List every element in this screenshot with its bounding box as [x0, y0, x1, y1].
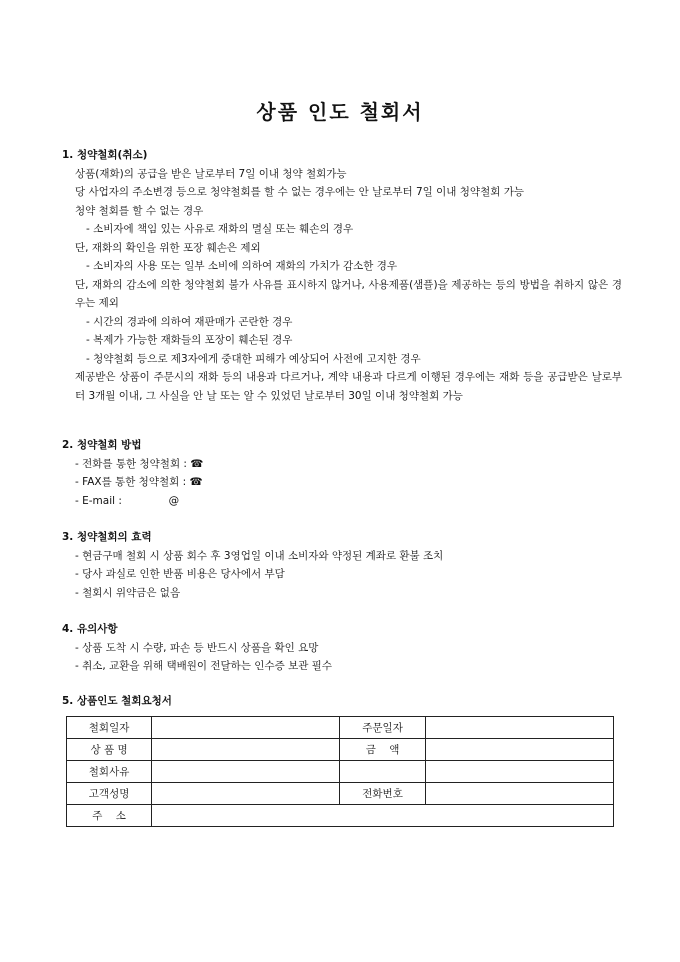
email-at: @: [168, 494, 180, 507]
text-line: - 상품 도착 시 수량, 파손 등 반드시 상품을 확인 요망: [75, 641, 319, 654]
table-row: [67, 761, 614, 783]
address-field[interactable]: [152, 805, 614, 827]
section-withdrawal: [62, 146, 622, 405]
text-line: 당 사업자의 주소변경 등으로 청약철회를 할 수 없는 경우에는 안 날로부터 7일 이내 청약철회 가능: [75, 186, 524, 198]
request-form-table: [66, 716, 614, 827]
text-line: - 소비자의 사용 또는 일부 소비에 의하여 재화의 가치가 감소한 경우: [86, 260, 398, 272]
text-line: - 복제가 가능한 재화들의 포장이 훼손된 경우: [86, 334, 293, 346]
cancel-date-field[interactable]: [152, 717, 340, 739]
cancel-date-label: 철회일자: [67, 717, 152, 739]
section-effect: [62, 528, 622, 602]
text-line: - 당사 과실로 인한 반품 비용은 당사에서 부담: [75, 568, 285, 580]
section-notes: [62, 620, 622, 676]
text-line: - 시간의 경과에 의하여 재판매가 곤란한 경우: [86, 315, 293, 328]
order-date-field[interactable]: [425, 717, 613, 739]
section-request-form: [62, 692, 622, 711]
email-label: - E-mail :: [75, 494, 122, 507]
text-line: 상품(재화)의 공급을 받은 날로부터 7일 이내 청약 철회가능: [75, 167, 347, 180]
section-heading: 4. 유의사항: [62, 623, 118, 635]
document-title: 상품 인도 철회서: [256, 100, 424, 124]
empty-cell: [425, 761, 613, 783]
amount-label: 금 액: [340, 739, 425, 761]
phone-label: 전화번호: [340, 783, 425, 805]
text-line: 제공받은 상품이 주문시의 재화 등의 내용과 다르거나, 계약 내용과 다르게 이행된 경우에는 재화 등을 공급받은 날로부터 3개월 이내, 그 사실을 안 날 또는 알 수 있었던 날로부터 30일 이내 청약철회 가능: [75, 371, 622, 402]
text-line: - 철회시 위약금은 없음: [75, 586, 181, 599]
amount-field[interactable]: [425, 739, 613, 761]
phone-field[interactable]: [425, 783, 613, 805]
text-line: - 취소, 교환을 위해 택배원이 전달하는 인수증 보관 필수: [75, 660, 332, 672]
table-row: [67, 739, 614, 761]
text-line: 단, 재화의 확인을 위한 포장 훼손은 제외: [75, 241, 261, 254]
reason-field[interactable]: [152, 761, 340, 783]
text-line: - 청약철회 등으로 제3자에게 중대한 피해가 예상되어 사전에 고지한 경우: [86, 352, 421, 365]
section-heading: 5. 상품인도 철회요청서: [62, 695, 172, 707]
text-line: - 현금구매 철회 시 상품 회수 후 3영업일 이내 소비자와 약정된 계좌로 환불 조치: [75, 549, 444, 562]
phone-line: - 전화를 통한 청약철회 : ☎: [75, 457, 204, 470]
text-line: 단, 재화의 감소에 의한 청약철회 불가 사유를 표시하지 않거나, 사용제품(샘플)을 제공하는 등의 방법을 취하지 않은 경우는 제외: [75, 278, 622, 309]
section-heading: 3. 청약철회의 효력: [62, 531, 152, 543]
section-heading: 2. 청약철회 방법: [62, 439, 142, 451]
section-method: [62, 436, 622, 510]
table-row: [67, 805, 614, 827]
address-label: 주 소: [67, 805, 152, 827]
text-line: 청약 철회를 할 수 없는 경우: [75, 204, 204, 217]
table-row: [67, 717, 614, 739]
text-line: - 소비자에 책임 있는 사유로 재화의 멸실 또는 훼손의 경우: [86, 223, 354, 235]
customer-name-field[interactable]: [152, 783, 340, 805]
table-row: [67, 783, 614, 805]
product-name-label: 상 품 명: [67, 739, 152, 761]
email-line: [62, 492, 622, 511]
product-name-field[interactable]: [152, 739, 340, 761]
order-date-label: 주문일자: [340, 717, 425, 739]
customer-name-label: 고객성명: [67, 783, 152, 805]
empty-cell: [340, 761, 425, 783]
reason-label: 철회사유: [67, 761, 152, 783]
section-heading: 1. 청약철회(취소): [62, 149, 148, 161]
fax-line: - FAX를 통한 청약철회 : ☎: [75, 476, 203, 488]
